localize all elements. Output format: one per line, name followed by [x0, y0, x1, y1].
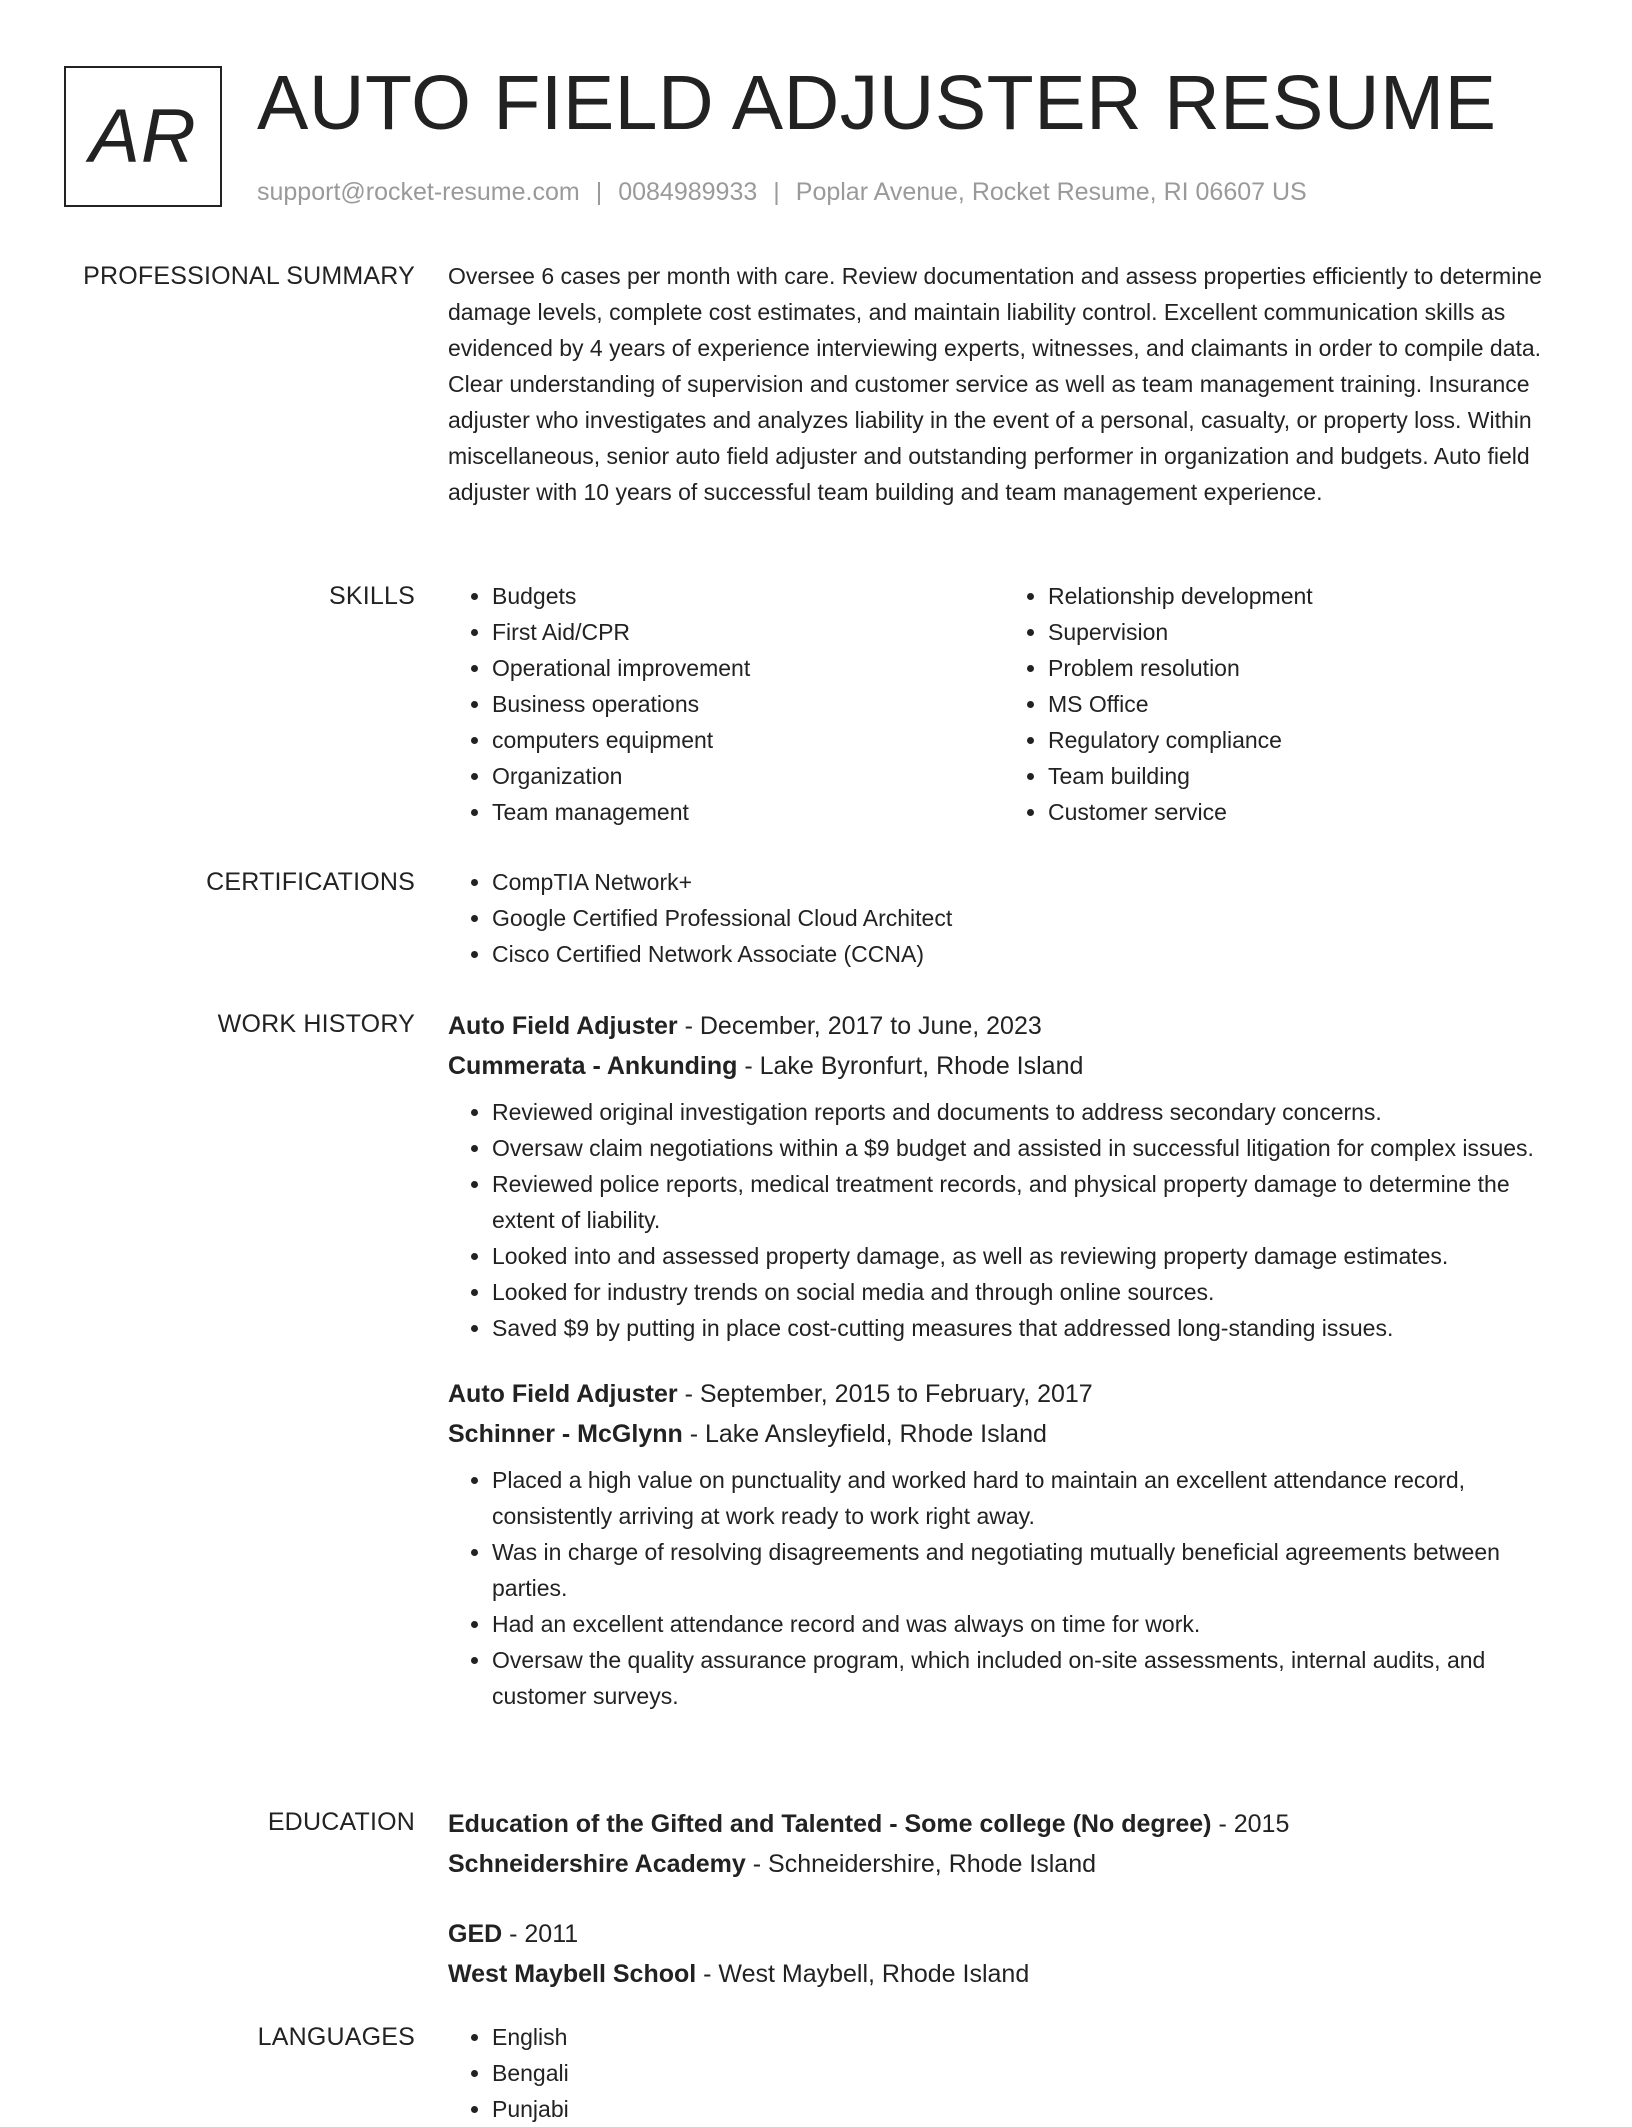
job-bullet: • Oversaw claim negotiations within a $9 budget and assisted in successful litigation for complex issues.	[492, 1130, 1560, 1166]
skill-item: • Regulatory compliance	[1048, 722, 1560, 758]
contact-phone[interactable]: 0084989933	[618, 178, 758, 206]
job-role-line	[448, 1374, 1560, 1414]
job-company-line	[448, 1046, 1560, 1086]
skills-list-right	[1004, 578, 1560, 830]
job-bullet: • Reviewed original investigation reports and documents to address secondary concerns.	[492, 1094, 1560, 1130]
job-dates: - September, 2015 to February, 2017	[677, 1380, 1093, 1408]
education-year: - 2011	[502, 1920, 579, 1948]
education-school-line	[448, 1844, 1560, 1884]
job-location: - Lake Ansleyfield, Rhode Island	[682, 1420, 1047, 1448]
job-bullet: • Looked into and assessed property damage, as well as reviewing property damage estimates.	[492, 1238, 1560, 1274]
job-role: Auto Field Adjuster	[448, 1380, 678, 1408]
education-school: Schneidershire Academy	[448, 1850, 746, 1878]
job-entry	[448, 1006, 1560, 1346]
job-bullet: • Placed a high value on punctuality and worked hard to maintain an excellent attendance record, consistently arriving at work ready to work right away.	[492, 1462, 1560, 1534]
job-bullet: • Was in charge of resolving disagreements and negotiating mutually beneficial agreements between parties.	[492, 1534, 1560, 1606]
contact-line	[257, 174, 1307, 210]
resume-title: AUTO FIELD ADJUSTER RESUME	[257, 60, 1497, 146]
skill-item: • Organization	[492, 758, 1004, 794]
job-dates: - December, 2017 to June, 2023	[677, 1012, 1042, 1040]
section-title: EDUCATION	[267, 1808, 415, 1836]
job-company: Cummerata - Ankunding	[448, 1052, 738, 1080]
education-degree-line	[448, 1804, 1560, 1844]
language-item: • Bengali	[492, 2055, 1560, 2091]
job-bullet: • Reviewed police reports, medical treatment records, and physical property damage to determine the extent of liability.	[492, 1166, 1560, 1238]
job-role: Auto Field Adjuster	[448, 1012, 678, 1040]
section-title: LANGUAGES	[257, 2023, 415, 2051]
section-title: PROFESSIONAL SUMMARY	[83, 262, 415, 290]
job-bullets	[448, 1462, 1560, 1714]
skill-item: • Budgets	[492, 578, 1004, 614]
contact-address: Poplar Avenue, Rocket Resume, RI 06607 US	[795, 178, 1307, 206]
skill-item: • MS Office	[1048, 686, 1560, 722]
initials-monogram: AR	[64, 66, 222, 207]
section-title: WORK HISTORY	[217, 1010, 415, 1038]
education-year: - 2015	[1211, 1810, 1290, 1838]
skill-item: • Problem resolution	[1048, 650, 1560, 686]
certification-item: • CompTIA Network+	[492, 864, 1560, 900]
languages-list	[448, 2019, 1560, 2127]
skills-list-left	[448, 578, 1004, 830]
education-degree-line	[448, 1914, 1560, 1954]
skill-item: • Customer service	[1048, 794, 1560, 830]
skill-item: • computers equipment	[492, 722, 1004, 758]
certification-item: • Google Certified Professional Cloud Architect	[492, 900, 1560, 936]
contact-separator: |	[773, 178, 780, 206]
job-company-line	[448, 1414, 1560, 1454]
education-location: - West Maybell, Rhode Island	[696, 1960, 1030, 1988]
education-location: - Schneidershire, Rhode Island	[745, 1850, 1097, 1878]
contact-separator: |	[595, 178, 603, 206]
certifications-list	[448, 864, 1560, 972]
job-bullet: • Had an excellent attendance record and was always on time for work.	[492, 1606, 1560, 1642]
education-school-line	[448, 1954, 1560, 1994]
job-company: Schinner - McGlynn	[448, 1420, 683, 1448]
job-bullet: • Saved $9 by putting in place cost-cutting measures that addressed long-standing issues.	[492, 1310, 1560, 1346]
education-entry	[448, 1914, 1560, 1994]
section-title: SKILLS	[329, 582, 415, 610]
education-degree: Education of the Gifted and Talented - Some college (No degree)	[448, 1810, 1212, 1838]
skill-item: • Relationship development	[1048, 578, 1560, 614]
contact-email[interactable]: support@rocket-resume.com	[257, 178, 580, 206]
skill-item: • Team building	[1048, 758, 1560, 794]
section-title: CERTIFICATIONS	[206, 868, 415, 896]
summary-text: Oversee 6 cases per month with care. Review documentation and assess properties efficiently to determine damage levels, complete cost estimates, and maintain liability control. Excellent communication skills as evidenced by 4 years of experience interviewing experts, witnesses, and claimants in order to compile data. Clear understanding of supervision and customer service as well as team management training. Insurance adjuster who investigates and analyzes liability in the event of a personal, casualty, or property loss. Within miscellaneous, senior auto field adjuster and outstanding performer in organization and budgets. Auto field adjuster with 10 years of successful team building and team management experience.	[448, 263, 1542, 505]
job-bullet: • Looked for industry trends on social media and through online sources.	[492, 1274, 1560, 1310]
job-location: - Lake Byronfurt, Rhode Island	[737, 1052, 1084, 1080]
job-role-line	[448, 1006, 1560, 1046]
education-school: West Maybell School	[448, 1960, 697, 1988]
skill-item: • Operational improvement	[492, 650, 1004, 686]
language-item: • English	[492, 2019, 1560, 2055]
skill-item: • First Aid/CPR	[492, 614, 1004, 650]
skill-item: • Business operations	[492, 686, 1004, 722]
job-bullet: • Oversaw the quality assurance program, which included on-site assessments, internal audits, and customer surveys.	[492, 1642, 1560, 1714]
certification-item: • Cisco Certified Network Associate (CCNA)	[492, 936, 1560, 972]
skill-item: • Supervision	[1048, 614, 1560, 650]
job-entry	[448, 1374, 1560, 1714]
education-degree: GED	[448, 1920, 503, 1948]
language-item: • Punjabi	[492, 2091, 1560, 2127]
education-entry	[448, 1804, 1560, 1884]
skill-item: • Team management	[492, 794, 1004, 830]
job-bullets	[448, 1094, 1560, 1346]
